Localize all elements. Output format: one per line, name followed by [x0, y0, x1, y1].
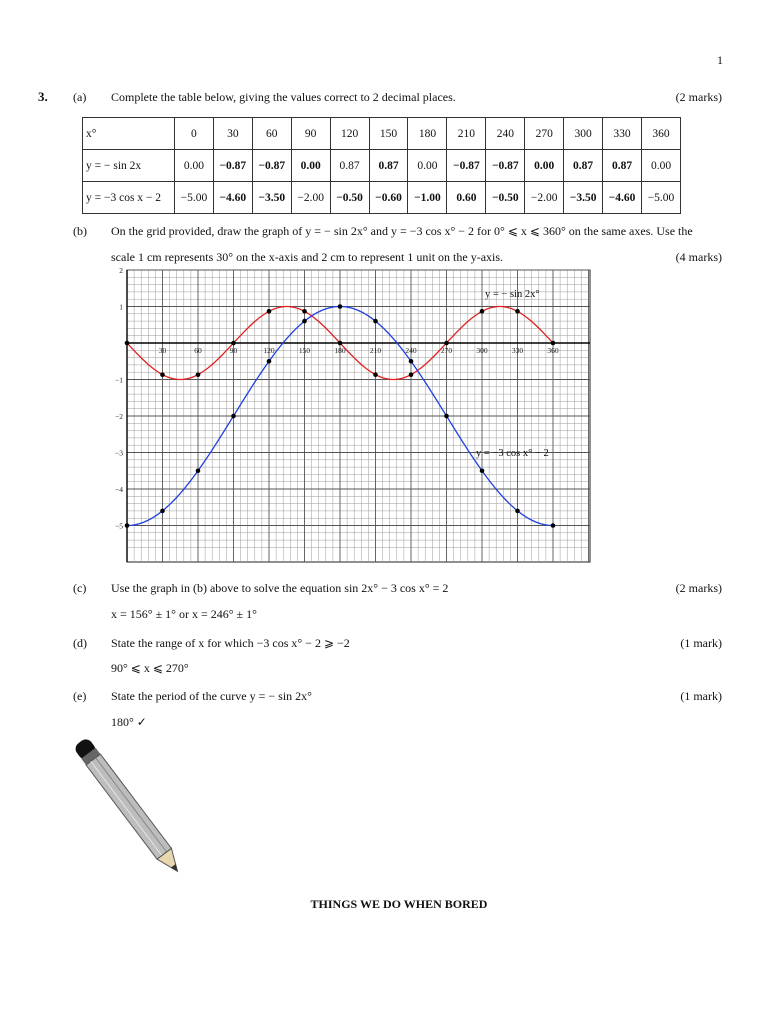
part-c-text: Use the graph in (b) above to solve the equation sin 2x° − 3 cos x° = 2 [111, 581, 449, 595]
table-cell: 0.60 [447, 182, 486, 214]
table-cell: −4.60 [603, 182, 642, 214]
table-cell: −1.00 [408, 182, 447, 214]
y-tick-label: −3 [115, 448, 123, 458]
x-tick-label: 300 [476, 346, 488, 355]
table-header-cell: 270 [525, 118, 564, 150]
data-point [444, 341, 449, 346]
part-e-text: State the period of the curve y = − sin 2x° [111, 689, 312, 703]
x-tick-label: 210 [369, 346, 382, 355]
x-tick-label: 120 [263, 346, 275, 355]
y-tick-label: 1 [119, 302, 123, 312]
table-cell: −3.50 [564, 182, 603, 214]
table-cell: −4.60 [213, 182, 252, 214]
data-point [551, 523, 556, 528]
x-tick-label: 30 [158, 346, 167, 355]
part-b-text-line1: On the grid provided, draw the graph of y = − sin 2x° and y = −3 cos x° − 2 for 0° ⩽ x ⩽ 360° on the same axes. Use the [111, 224, 693, 238]
data-point [196, 468, 201, 473]
table-header-cell: 150 [369, 118, 408, 150]
table-header-cell: 30 [213, 118, 252, 150]
data-point [196, 372, 201, 377]
footer-caption: THINGS WE DO WHEN BORED [310, 897, 488, 911]
data-point [515, 309, 520, 314]
part-c-answer: x = 156° ± 1° or x = 246° ± 1° [111, 607, 257, 621]
table-cell: −2.00 [525, 182, 564, 214]
table-cell: 0.00 [525, 150, 564, 182]
part-b-marks: (4 marks) [675, 250, 722, 264]
y-tick-label: 2 [119, 266, 123, 275]
data-point [160, 372, 165, 377]
part-d-label: (d) [73, 636, 87, 650]
part-b-label: (b) [73, 224, 87, 238]
x-tick-label: 60 [194, 346, 202, 355]
y-tick-label: −4 [115, 485, 123, 494]
table-cell: −3.50 [252, 182, 291, 214]
data-point [444, 414, 449, 419]
part-a-label: (a) [73, 90, 87, 104]
table-cell: 0.87 [564, 150, 603, 182]
y-tick-label: −2 [115, 412, 123, 421]
part-b-text-line2: scale 1 cm represents 30° on the x-axis and 2 cm to represent 1 unit on the y-axis. [111, 250, 504, 264]
data-point [231, 414, 236, 419]
x-tick-label: 270 [440, 346, 453, 355]
x-tick-label: 180 [334, 346, 346, 355]
data-point [338, 304, 343, 309]
table-cell: 0.00 [642, 150, 681, 182]
table-cell: −0.60 [369, 182, 408, 214]
x-tick-label: 150 [298, 346, 311, 355]
data-point [267, 309, 272, 314]
table-cell: −0.50 [330, 182, 369, 214]
data-point [373, 319, 378, 324]
data-point [480, 468, 485, 473]
table-header-cell: 360 [642, 118, 681, 150]
data-point [409, 359, 414, 364]
table-header-cell: 60 [252, 118, 291, 150]
table-cell: 0.87 [369, 150, 408, 182]
table-cell: −5.00 [642, 182, 681, 214]
x-tick-label: 330 [511, 346, 524, 355]
part-a-text: Complete the table below, giving the values correct to 2 decimal places. [111, 90, 456, 104]
table-cell: 0.00 [175, 150, 214, 182]
table-header-cell: 0 [175, 118, 214, 150]
x-tick-label: 360 [547, 346, 559, 355]
table-cell: −0.87 [213, 150, 252, 182]
table-cell: −0.87 [486, 150, 525, 182]
data-point [480, 309, 485, 314]
part-c-label: (c) [73, 581, 87, 595]
table-cell: −0.87 [252, 150, 291, 182]
part-d-text: State the range of x for which −3 cos x° − 2 ⩾ −2 [111, 636, 350, 650]
series-label: y = − sin 2x° [485, 289, 540, 300]
table-row-label: y = − sin 2x [83, 150, 175, 182]
table-cell: 0.87 [603, 150, 642, 182]
data-point [302, 309, 307, 314]
table-cell: 0.00 [291, 150, 330, 182]
data-point [125, 523, 130, 528]
x-tick-label: 90 [229, 346, 238, 355]
data-point [231, 341, 236, 346]
data-point [338, 341, 343, 346]
part-e-answer: 180° ✓ [111, 715, 147, 729]
table-header-cell: 240 [486, 118, 525, 150]
table-cell: 0.00 [408, 150, 447, 182]
page-number: 1 [717, 53, 723, 67]
part-c-marks: (2 marks) [675, 581, 722, 595]
part-d-answer: 90° ⩽ x ⩽ 270° [111, 661, 189, 675]
table-cell: −0.87 [447, 150, 486, 182]
data-point [551, 341, 556, 346]
table-cell: −5.00 [175, 182, 214, 214]
y-tick-label: −5 [115, 521, 123, 531]
table-header-cell: 120 [330, 118, 369, 150]
part-a-marks: (2 marks) [675, 90, 722, 104]
data-point [515, 509, 520, 514]
table-cell: −0.50 [486, 182, 525, 214]
table-header-cell: 90 [291, 118, 330, 150]
data-point [125, 341, 130, 346]
data-point [302, 319, 307, 324]
table-header-cell: 210 [447, 118, 486, 150]
table-header-label: x° [83, 118, 175, 150]
table-header-cell: 300 [564, 118, 603, 150]
pencil-icon [66, 730, 196, 880]
data-point [409, 372, 414, 377]
data-point [373, 372, 378, 377]
part-e-label: (e) [73, 689, 87, 703]
series-label: y = −3 cos x° − 2 [476, 448, 549, 459]
data-point [160, 509, 165, 514]
table-cell: 0.87 [330, 150, 369, 182]
question-number: 3. [38, 89, 48, 104]
table-row-label: y = −3 cos x − 2 [83, 182, 175, 214]
part-e-marks: (1 mark) [680, 689, 722, 703]
y-tick-label: −1 [115, 375, 123, 385]
part-d-marks: (1 mark) [680, 636, 722, 650]
data-point [267, 359, 272, 364]
table-header-cell: 330 [603, 118, 642, 150]
table-cell: −2.00 [291, 182, 330, 214]
table-header-cell: 180 [408, 118, 447, 150]
x-tick-label: 240 [405, 346, 417, 355]
